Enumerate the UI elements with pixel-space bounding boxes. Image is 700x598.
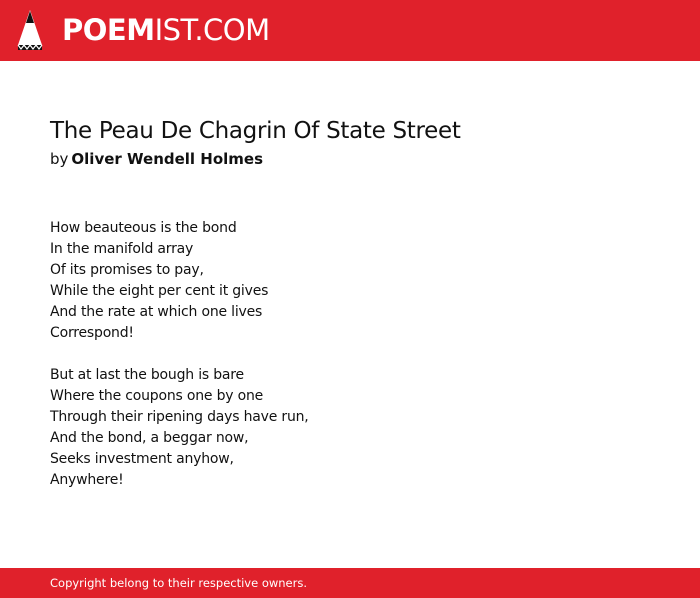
site-header [0, 0, 700, 61]
poem-byline [50, 149, 263, 169]
poem-line: Through their ripening days have run, [50, 409, 309, 425]
poem-line: And the rate at which one lives [50, 304, 263, 320]
pencil-tip-icon[interactable] [17, 9, 43, 51]
poem-line: Seeks investment anyhow, [50, 451, 234, 467]
poem-line: But at last the bough is bare [50, 367, 244, 383]
poem-line: While the eight per cent it gives [50, 283, 269, 299]
author-name[interactable]: Oliver Wendell Holmes [71, 150, 264, 168]
site-logo-text[interactable] [62, 12, 270, 48]
poem-line: How beauteous is the bond [50, 220, 237, 236]
poem-line: Anywhere! [50, 472, 124, 488]
poem-line: And the bond, a beggar now, [50, 430, 249, 446]
brand-light-part: IST.COM [154, 13, 270, 47]
stanza [50, 365, 309, 491]
poem-title: The Peau De Chagrin Of State Street [50, 118, 461, 144]
by-label: by [50, 150, 69, 168]
poem-line: Correspond! [50, 325, 134, 341]
copyright-notice: Copyright belong to their respective owners. [50, 576, 308, 590]
poem-line: Where the coupons one by one [50, 388, 264, 404]
stanza [50, 218, 309, 344]
site-footer [0, 568, 700, 598]
brand-bold-part: POEM [62, 13, 155, 47]
poem-line: In the manifold array [50, 241, 194, 257]
poem-line: Of its promises to pay, [50, 262, 204, 278]
poem-body [50, 218, 309, 512]
